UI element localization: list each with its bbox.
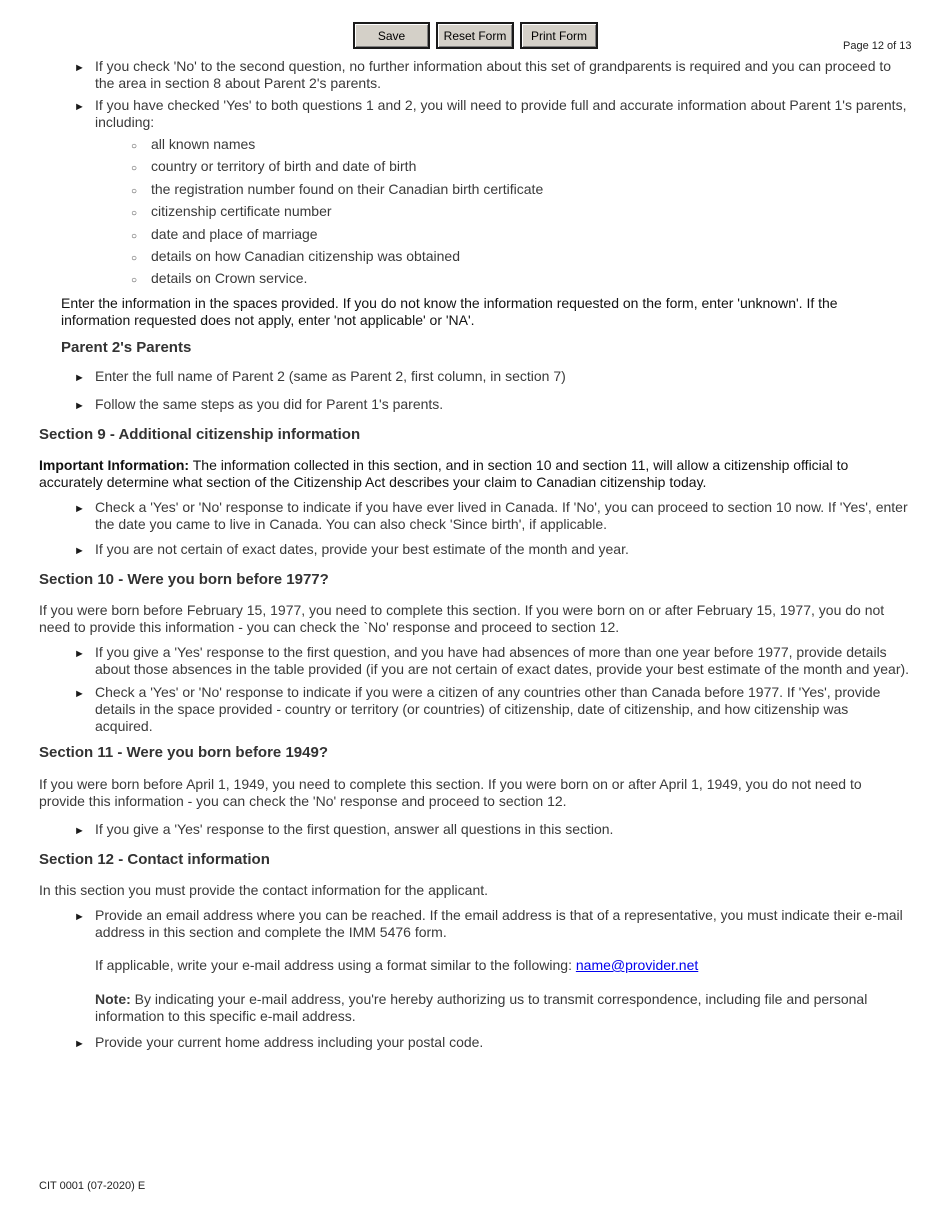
important-text: The information collected in this section, and in section 10 and section 11, will allow a citizenship official to accurately determine what section of the Citizenship Act describes your claim to Canadian citizenship today.: [39, 457, 849, 490]
bullet-text: Provide an email address where you can be reached. If the email address is that of a representative, you must indicate their e-mail address in this section and complete the IMM 5476 form.: [95, 907, 903, 940]
bullet-text: If you give a 'Yes' response to the first question, and you have had absences of more than one year before 1977, provide details about those absences in the table provided (if you are not certain of exact dates, provide your best estimate of the month and year).: [95, 644, 910, 677]
sub-bullet-circle-icon: ○: [131, 275, 138, 286]
sub-bullet-circle-icon: ○: [131, 186, 138, 197]
section9-heading: Section 9 - Additional citizenship information: [39, 426, 361, 443]
note-label: Note:: [95, 991, 131, 1007]
bullet-text: If you give a 'Yes' response to the first question, answer all questions in this section.: [95, 821, 614, 837]
bullet-text: Provide your current home address including your postal code.: [95, 1034, 484, 1050]
bullet-text: If you have checked 'Yes' to both questions 1 and 2, you will need to provide full and accurate information about Parent 1's parents, including:: [95, 97, 907, 130]
sub-bullet-circle-icon: ○: [131, 163, 138, 174]
important-information-paragraph: [39, 457, 910, 491]
sub-list-item: details on how Canadian citizenship was obtained: [151, 248, 460, 264]
section11-intro: If you were born before April 1, 1949, you need to complete this section. If you were born on or after April 1, 1949, you do not need to provide this information - you can check the 'No' response and proceed to section 12.: [39, 776, 862, 809]
print-form-button[interactable]: Print Form: [520, 22, 598, 49]
bullet-arrow-icon: ►: [74, 688, 85, 700]
bullet-text: Check a 'Yes' or 'No' response to indicate if you have ever lived in Canada. If 'No', you can proceed to section 10 now. If 'Yes', enter the date you came to live in Canada. You can also check 'Since birth', if applicable.: [95, 499, 908, 532]
note-paragraph: [95, 991, 910, 1025]
email-format-paragraph: [95, 957, 910, 974]
sub-bullet-circle-icon: ○: [131, 253, 138, 264]
sub-list-item: all known names: [151, 136, 256, 152]
bullet-arrow-icon: ►: [74, 400, 85, 412]
important-label: Important Information:: [39, 457, 190, 473]
section12-heading: Section 12 - Contact information: [39, 851, 270, 868]
instructions-paragraph: Enter the information in the spaces provided. If you do not know the information requested on the form, enter 'unknown'. If the information requested does not apply, enter 'not applicable' or 'NA'.: [61, 295, 838, 328]
email-example-link[interactable]: name@provider.net: [575, 957, 699, 973]
bullet-text: If you check 'No' to the second question, no further information about this set of grandparents is required and you can proceed to the area in section 8 about Parent 2's parents.: [95, 58, 892, 91]
section10-heading: Section 10 - Were you born before 1977?: [39, 571, 329, 588]
sub-bullet-circle-icon: ○: [131, 231, 138, 242]
sub-bullet-circle-icon: ○: [131, 141, 138, 152]
form-toolbar: [353, 22, 598, 49]
parent2-heading: Parent 2's Parents: [61, 339, 192, 356]
bullet-arrow-icon: ►: [74, 545, 85, 557]
sub-list-item: country or territory of birth and date of birth: [151, 158, 417, 174]
sub-list-item: date and place of marriage: [151, 226, 318, 242]
sub-list-item: details on Crown service.: [151, 270, 308, 286]
page-number: Page 12 of 13: [843, 40, 912, 52]
bullet-arrow-icon: ►: [74, 372, 85, 384]
save-button[interactable]: Save: [353, 22, 430, 49]
bullet-text: Check a 'Yes' or 'No' response to indicate if you were a citizen of any countries other than Canada before 1977. If 'Yes', provide details in the space provided - country or territory (or countries) of citizenship, date of citizenship, and how citizenship was acquired.: [95, 684, 881, 734]
bullet-text: If you are not certain of exact dates, provide your best estimate of the month and year.: [95, 541, 629, 557]
bullet-arrow-icon: ►: [74, 825, 85, 837]
sub-bullet-circle-icon: ○: [131, 208, 138, 219]
bullet-text: Enter the full name of Parent 2 (same as Parent 2, first column, in section 7): [95, 368, 566, 384]
bullet-arrow-icon: ►: [74, 503, 85, 515]
bullet-arrow-icon: ►: [74, 911, 85, 923]
reset-form-button[interactable]: Reset Form: [436, 22, 514, 49]
note-text: By indicating your e-mail address, you're hereby authorizing us to transmit correspondence, including file and personal information to this specific e-mail address.: [95, 991, 868, 1024]
bullet-arrow-icon: ►: [74, 101, 85, 113]
email-format-text: If applicable, write your e-mail address using a format similar to the following:: [95, 957, 576, 973]
bullet-text: Follow the same steps as you did for Parent 1's parents.: [95, 396, 444, 412]
bullet-arrow-icon: ►: [74, 648, 85, 660]
section12-intro: In this section you must provide the contact information for the applicant.: [39, 882, 489, 898]
sub-list-item: the registration number found on their Canadian birth certificate: [151, 181, 544, 197]
sub-list-item: citizenship certificate number: [151, 203, 332, 219]
section10-intro: If you were born before February 15, 1977, you need to complete this section. If you were born on or after February 15, 1977, you do not need to provide this information - you can check the `No' response and proceed to section 12.: [39, 602, 885, 635]
bullet-arrow-icon: ►: [74, 1038, 85, 1050]
section11-heading: Section 11 - Were you born before 1949?: [39, 744, 328, 761]
bullet-arrow-icon: ►: [74, 62, 85, 74]
form-footer-code: CIT 0001 (07-2020) E: [39, 1180, 146, 1192]
